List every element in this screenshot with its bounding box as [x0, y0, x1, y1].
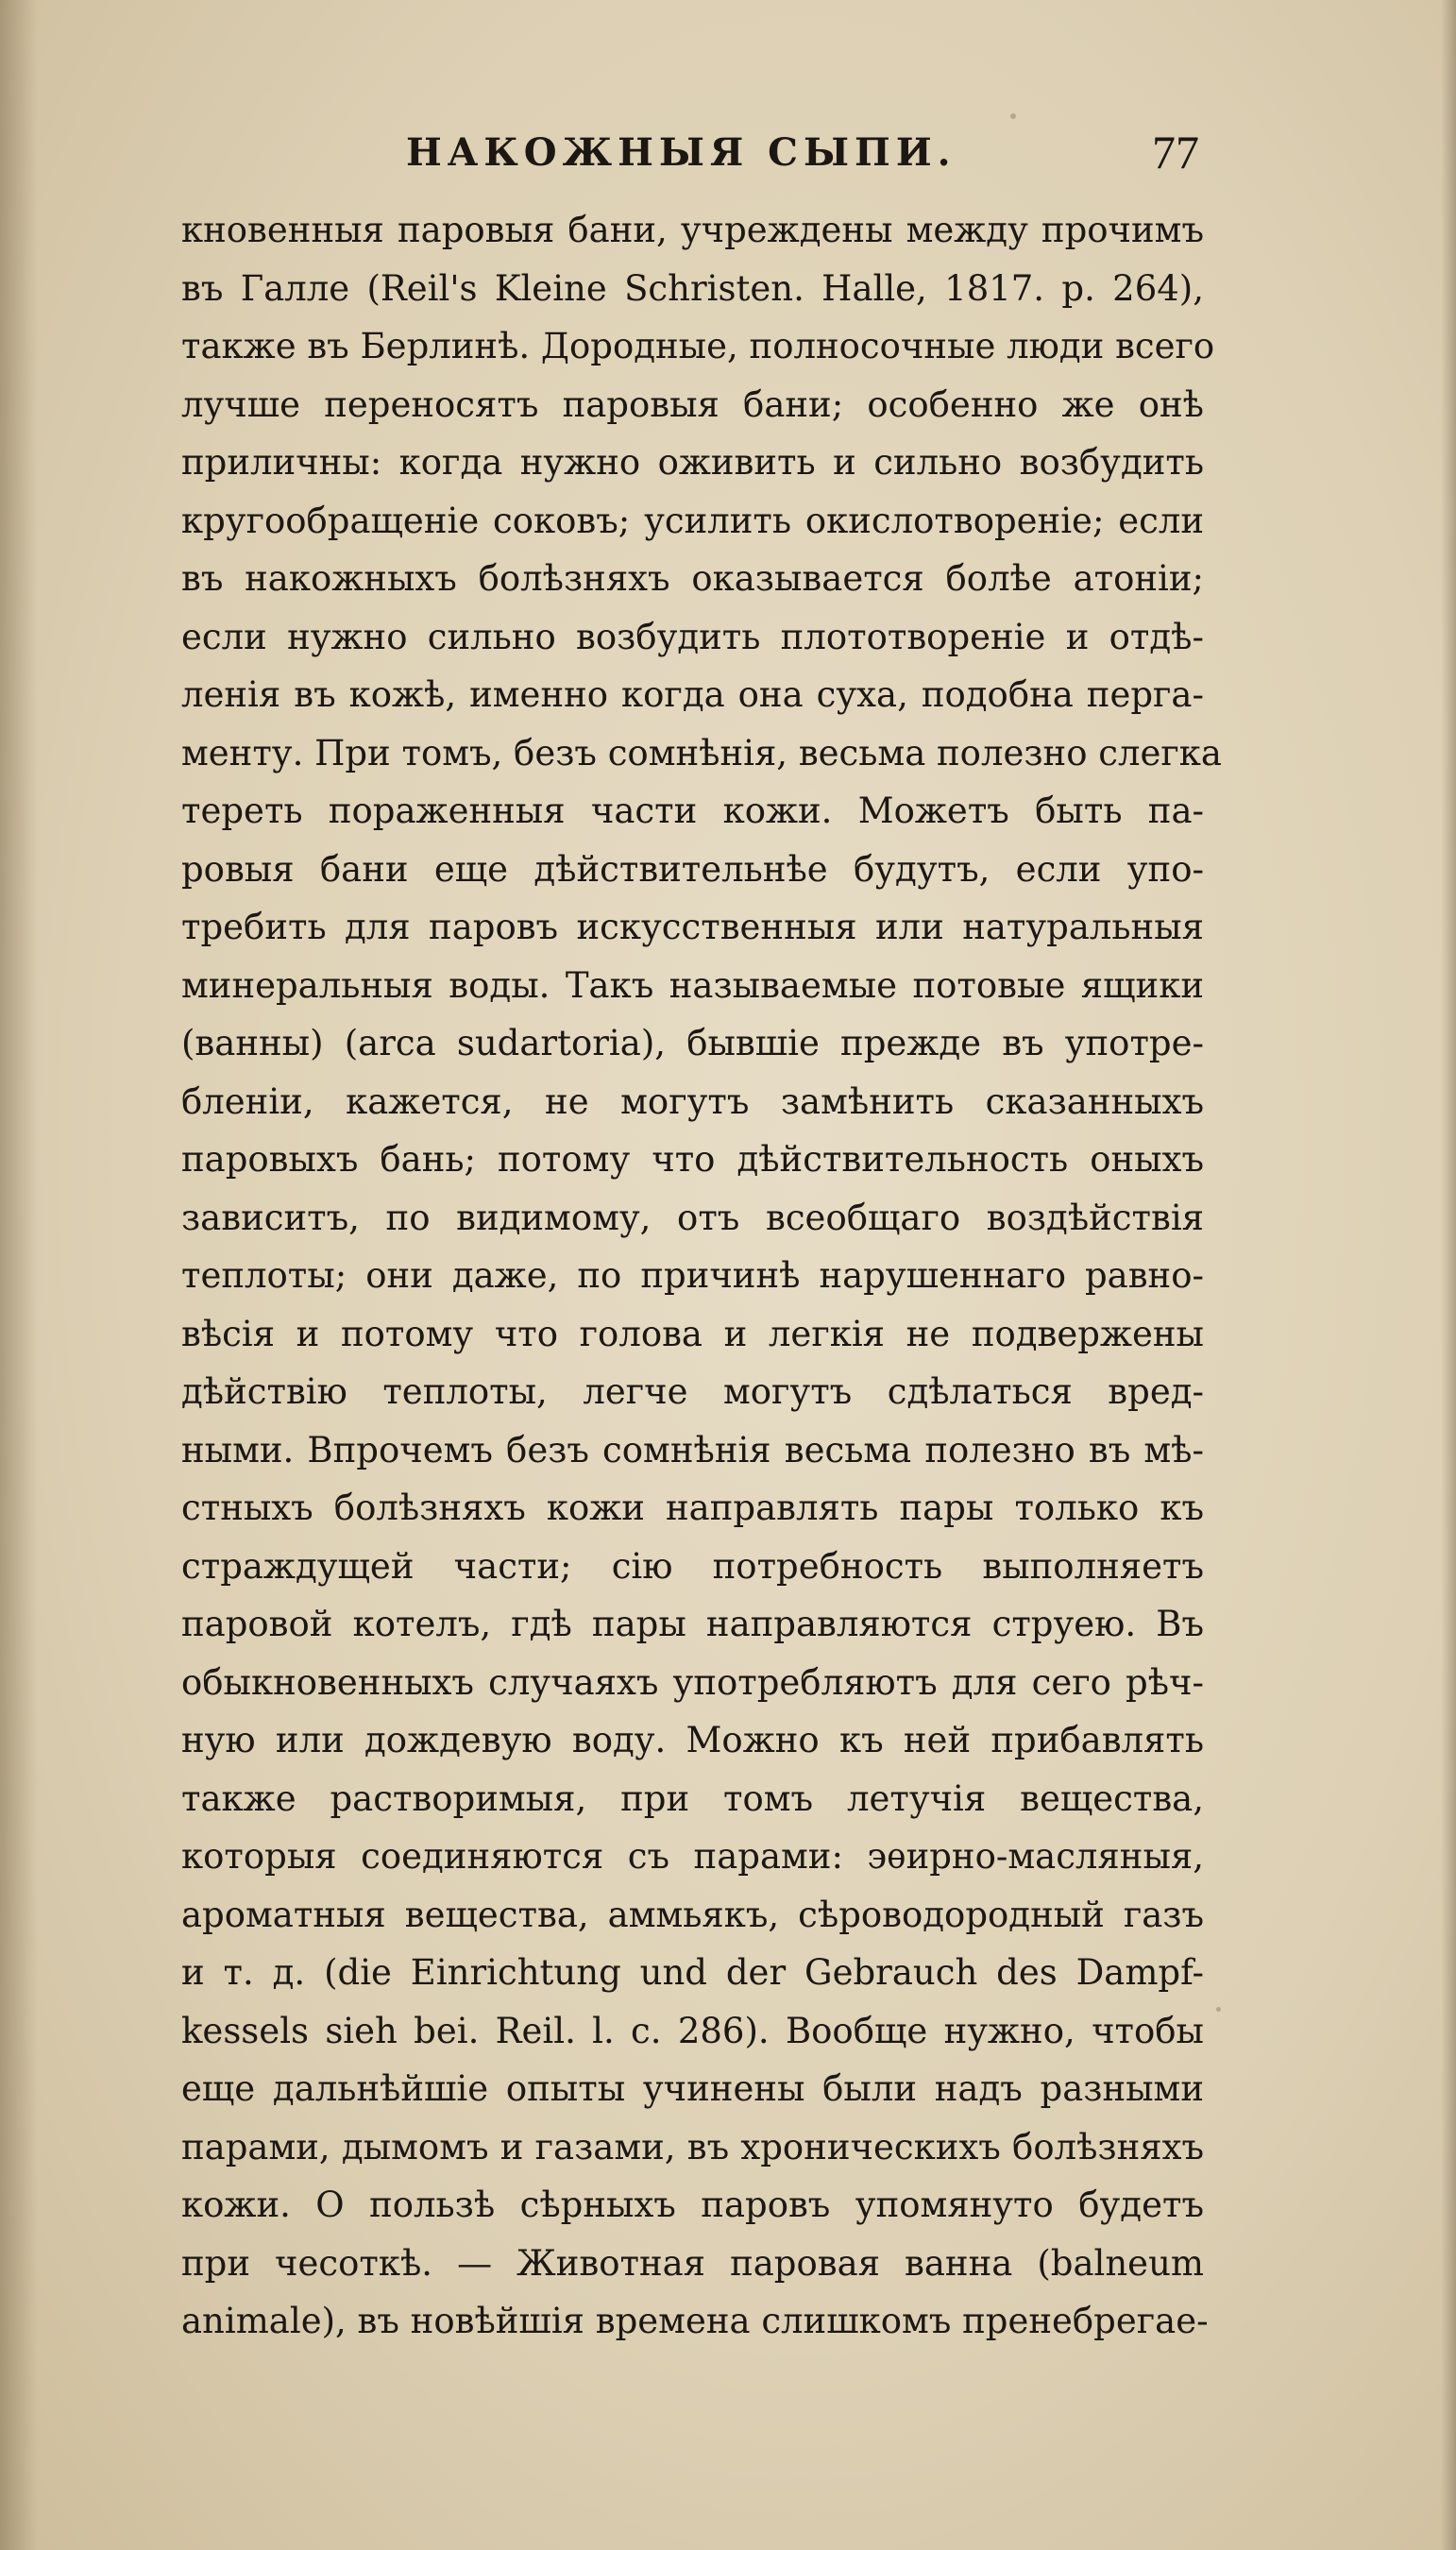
- ink-spot: [1010, 113, 1016, 119]
- text-line: въ накожныхъ болѣзняхъ оказывается болѣе атоніи;: [181, 558, 1204, 599]
- text-line: вѣсія и потому что голова и легкія не подвержены: [181, 1313, 1204, 1354]
- text-line: при чесоткѣ. — Животная паровая ванна (balneum: [181, 2242, 1204, 2284]
- text-line: (ванны) (arca sudartoria), бывшіе прежде въ употре-: [181, 1023, 1204, 1063]
- text-line: также растворимыя, при томъ летучія вещества,: [181, 1777, 1204, 1819]
- text-line: въ Галле (Reil's Kleine Schristen. Halle, 1817. p. 264),: [181, 267, 1204, 309]
- text-line: кругообращеніе соковъ; усилить окислотвореніе; если: [181, 500, 1204, 541]
- text-line: ленія въ кожѣ, именно когда она суха, подобна перга-: [181, 674, 1204, 715]
- ink-spot: [491, 1218, 496, 1223]
- text-line: ровыя бани еще дѣйствительнѣе будутъ, если упо-: [181, 848, 1204, 890]
- text-line: парами, дымомъ и газами, въ хроническихъ болѣзняхъ: [181, 2126, 1204, 2168]
- text-line: бленіи, кажется, не могутъ замѣнить сказанныхъ: [181, 1080, 1204, 1122]
- text-line: приличны: когда нужно оживить и сильно возбудить: [181, 442, 1204, 483]
- text-line: теплоты; они даже, по причинѣ нарушеннаго равно-: [181, 1255, 1204, 1296]
- text-line: animale), въ новѣйшія времена слишкомъ пренебрегае-: [181, 2301, 1209, 2341]
- gutter-shadow: [0, 0, 38, 2550]
- text-line: дѣйствію теплоты, легче могутъ сдѣлаться вред-: [181, 1371, 1204, 1412]
- running-head: НАКОЖНЫЯ СЫПИ.: [406, 130, 957, 175]
- text-line: если нужно сильно возбудить плототвореніе и отдѣ-: [181, 616, 1204, 657]
- text-line: страждущей части; сію потребность выполняетъ: [181, 1545, 1204, 1587]
- text-line: и т. д. (die Einrichtung und der Gebrauch des Dampf-: [181, 1952, 1204, 1993]
- text-line: паровыхъ бань; потому что дѣйствительность оныхъ: [181, 1139, 1204, 1180]
- body-text: [181, 201, 1222, 2341]
- text-line: которыя соединяются съ парами: эѳирно-масляныя,: [181, 1836, 1204, 1877]
- text-line: лучше переносятъ паровыя бани; особенно же онѣ: [181, 383, 1204, 425]
- text-line: минеральныя воды. Такъ называемые потовые ящики: [181, 964, 1204, 1006]
- page-edge: [1441, 0, 1456, 2550]
- page-header: [151, 126, 1199, 187]
- page-number: 77: [1152, 126, 1199, 178]
- text-line: требить для паровъ искусственныя или натуральныя: [181, 907, 1204, 947]
- text-line: менту. При томъ, безъ сомнѣнія, весьма полезно слегка: [181, 732, 1222, 774]
- text-line: кновенныя паровыя бани, учреждены между прочимъ: [181, 210, 1204, 250]
- text-line: зависитъ, по видимому, отъ всеобщаго воздѣйствія: [181, 1197, 1204, 1238]
- ink-spot: [1216, 2007, 1221, 2012]
- text-line: стныхъ болѣзняхъ кожи направлять пары только къ: [181, 1488, 1204, 1528]
- text-line: паровой котелъ, гдѣ пары направляются струею. Въ: [181, 1604, 1204, 1644]
- text-line: kessels sieh bei. Reil. l. c. 286). Вообще нужно, чтобы: [181, 2010, 1204, 2051]
- text-line: кожи. О пользѣ сѣрныхъ паровъ упомянуто будетъ: [181, 2184, 1204, 2225]
- text-line: еще дальнѣйшіе опыты учинены были надъ разными: [181, 2068, 1204, 2109]
- text-line: ными. Впрочемъ безъ сомнѣнія весьма полезно въ мѣ-: [181, 1429, 1204, 1470]
- text-line: ароматныя вещества, аммьякъ, сѣроводородный газъ: [181, 1894, 1204, 1935]
- text-line: обыкновенныхъ случаяхъ употребляютъ для сего рѣч-: [181, 1661, 1204, 1703]
- text-line: ную или дождевую воду. Можно къ ней прибавлять: [181, 1720, 1204, 1760]
- text-line: тереть пораженныя части кожи. Можетъ быть па-: [181, 790, 1204, 831]
- text-line: также въ Берлинѣ. Дородные, полносочные люди всего: [181, 326, 1215, 366]
